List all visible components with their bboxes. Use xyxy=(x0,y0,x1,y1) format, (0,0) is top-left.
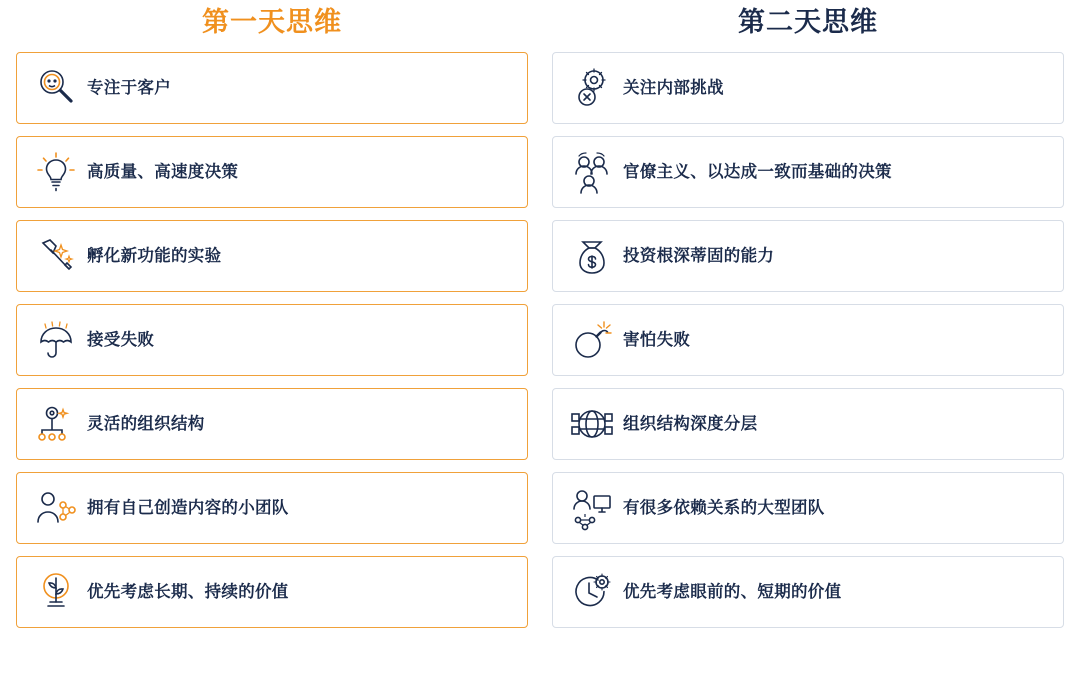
hammer-sparkle-icon xyxy=(25,226,87,286)
list-item[interactable] xyxy=(16,388,528,460)
bomb-icon xyxy=(561,310,623,370)
list-item[interactable] xyxy=(552,220,1064,292)
list-item-label: 组织结构深度分层 xyxy=(623,415,758,434)
list-item[interactable] xyxy=(16,136,528,208)
list-item-label: 害怕失败 xyxy=(623,331,691,350)
list-item[interactable] xyxy=(16,304,528,376)
people-consensus-icon xyxy=(561,142,623,202)
column-day-two xyxy=(552,0,1064,681)
list-item-label: 孵化新功能的实验 xyxy=(87,247,222,266)
org-gear-icon xyxy=(25,394,87,454)
list-item[interactable] xyxy=(552,556,1064,628)
gear-internal-challenge-icon xyxy=(561,58,623,118)
card-list-day-one xyxy=(16,52,528,681)
list-item-label: 优先考虑眼前的、短期的价值 xyxy=(623,583,842,602)
list-item-label: 专注于客户 xyxy=(87,79,171,98)
team-computer-icon xyxy=(561,478,623,538)
list-item[interactable] xyxy=(16,556,528,628)
person-network-icon xyxy=(25,478,87,538)
list-item[interactable] xyxy=(552,136,1064,208)
list-item[interactable] xyxy=(552,388,1064,460)
card-list-day-two xyxy=(552,52,1064,681)
list-item-label: 灵活的组织结构 xyxy=(87,415,205,434)
umbrella-icon xyxy=(25,310,87,370)
column-day-one xyxy=(16,0,528,681)
layered-org-globe-icon xyxy=(561,394,623,454)
list-item-label: 有很多依赖关系的大型团队 xyxy=(623,499,825,518)
tree-growth-icon xyxy=(25,562,87,622)
list-item-label: 官僚主义、以达成一致而基础的决策 xyxy=(623,163,892,182)
list-item-label: 优先考虑长期、持续的价值 xyxy=(87,583,289,602)
list-item-label: 接受失败 xyxy=(87,331,155,350)
clock-gear-icon xyxy=(561,562,623,622)
list-item[interactable] xyxy=(16,52,528,124)
lightbulb-icon xyxy=(25,142,87,202)
list-item[interactable] xyxy=(552,472,1064,544)
list-item-label: 拥有自己创造内容的小团队 xyxy=(87,499,289,518)
list-item[interactable] xyxy=(552,52,1064,124)
money-bag-icon xyxy=(561,226,623,286)
magnifier-customer-icon xyxy=(25,58,87,118)
list-item-label: 高质量、高速度决策 xyxy=(87,163,239,182)
list-item[interactable] xyxy=(16,220,528,292)
list-item[interactable] xyxy=(16,472,528,544)
list-item[interactable] xyxy=(552,304,1064,376)
column-title-day-two: 第二天思维 xyxy=(738,7,878,37)
column-title-day-one: 第一天思维 xyxy=(202,7,342,37)
list-item-label: 投资根深蒂固的能力 xyxy=(623,247,775,266)
list-item-label: 关注内部挑战 xyxy=(623,79,724,98)
